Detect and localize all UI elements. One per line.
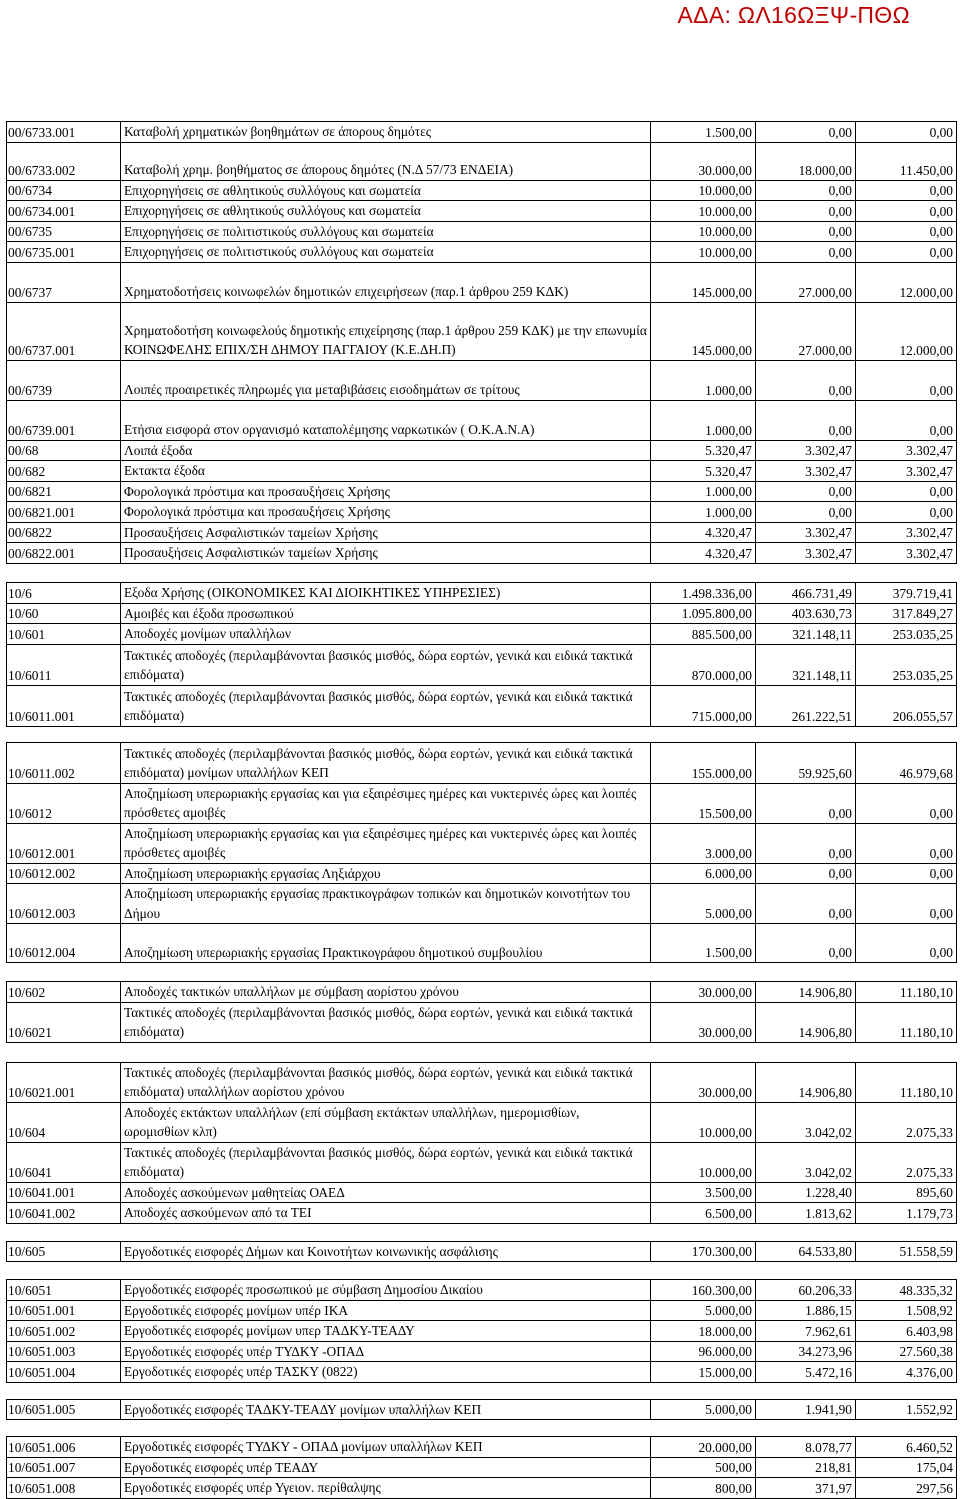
spacer-row <box>7 1262 957 1280</box>
payment-amount: 0,00 <box>856 221 957 242</box>
budget-amount: 500,00 <box>651 1457 756 1478</box>
table-row <box>7 1399 957 1420</box>
account-description: Αποζημίωση υπερωριακής εργασίας και για εξαιρέσιμες ημέρες και νυκτερινές ώρες και λοιπές πρόσθετες αμοιβές <box>121 783 651 823</box>
account-code: 10/6041.001 <box>7 1182 121 1203</box>
account-code: 00/6734.001 <box>7 201 121 222</box>
table-row <box>7 1341 957 1362</box>
account-description: Εκτακτα έξοδα <box>121 461 651 482</box>
account-description: Φορολογικά πρόστιμα και προσαυξήσεις Χρήσης <box>121 502 651 523</box>
account-description: Λοιπά έξοδα <box>121 440 651 461</box>
table-row <box>7 624 957 645</box>
commitment-amount: 1.941,90 <box>756 1399 856 1420</box>
commitment-amount: 14.906,80 <box>756 1062 856 1102</box>
budget-amount: 885.500,00 <box>651 624 756 645</box>
account-code: 00/6735.001 <box>7 242 121 263</box>
table-row <box>7 400 957 440</box>
commitment-amount: 0,00 <box>756 884 856 924</box>
commitment-amount: 1.228,40 <box>756 1182 856 1203</box>
account-code: 00/6733.001 <box>7 122 121 143</box>
account-code: 00/6822 <box>7 522 121 543</box>
account-description: Εργοδοτικές εισφορές προσωπικού με σύμβαση Δημοσίου Δικαίου <box>121 1280 651 1301</box>
commitment-amount: 3.042,02 <box>756 1142 856 1182</box>
budget-amount: 10.000,00 <box>651 221 756 242</box>
commitment-amount: 403.630,73 <box>756 603 856 624</box>
commitment-amount: 0,00 <box>756 481 856 502</box>
account-description: Αποζημίωση υπερωριακής εργασίας Πρακτικογράφου δημοτικού συμβουλίου <box>121 924 651 963</box>
budget-amount: 6.500,00 <box>651 1203 756 1224</box>
table-row <box>7 1437 957 1458</box>
account-description: Τακτικές αποδοχές (περιλαμβάνονται βασικός μισθός, δώρα εορτών, γενικά και ειδικά τακτικά επιδόματα) μονίμων υπαλλήλων ΚΕΠ <box>121 742 651 783</box>
account-description: Εργοδοτικές εισφορές υπέρ ΤΥΔΚΥ -ΟΠΑΔ <box>121 1341 651 1362</box>
account-description: Επιχορηγήσεις σε αθλητικούς συλλόγους και σωματεία <box>121 201 651 222</box>
budget-amount: 145.000,00 <box>651 262 756 302</box>
budget-amount: 1.500,00 <box>651 122 756 143</box>
table-row <box>7 863 957 884</box>
table-row <box>7 1062 957 1102</box>
account-code: 00/6821 <box>7 481 121 502</box>
payment-amount: 0,00 <box>856 823 957 863</box>
commitment-amount: 1.886,15 <box>756 1300 856 1321</box>
table-row <box>7 1182 957 1203</box>
table-row <box>7 742 957 783</box>
budget-amount: 30.000,00 <box>651 1062 756 1102</box>
account-description: Χρηματοδοτήσεις κοινωφελών δημοτικών επιχειρήσεων (παρ.1 άρθρου 259 ΚΔΚ) <box>121 262 651 302</box>
spacer-cell <box>7 563 957 582</box>
account-code: 10/6011.001 <box>7 685 121 726</box>
account-description: Φορολογικά πρόστιμα και προσαυξήσεις Χρήσης <box>121 481 651 502</box>
table-row <box>7 1002 957 1042</box>
payment-amount: 317.849,27 <box>856 603 957 624</box>
table-row <box>7 440 957 461</box>
budget-amount: 10.000,00 <box>651 242 756 263</box>
table-row <box>7 1457 957 1478</box>
payment-amount: 0,00 <box>856 122 957 143</box>
payment-amount: 175,04 <box>856 1457 957 1478</box>
account-description: Αμοιβές και έξοδα προσωπικού <box>121 603 651 624</box>
payment-amount: 206.055,57 <box>856 685 957 726</box>
table-row <box>7 481 957 502</box>
account-code: 00/6734 <box>7 180 121 201</box>
budget-amount: 15.500,00 <box>651 783 756 823</box>
payment-amount: 11.450,00 <box>856 142 957 180</box>
payment-amount: 27.560,38 <box>856 1341 957 1362</box>
payment-amount: 0,00 <box>856 884 957 924</box>
account-description: Ετήσια εισφορά στον οργανισμό καταπολέμησης ναρκωτικών ( Ο.Κ.Α.Ν.Α) <box>121 400 651 440</box>
commitment-amount: 0,00 <box>756 180 856 201</box>
account-description: Αποζημίωση υπερωριακής εργασίας πρακτικογράφων τοπικών και δημοτικών κοινοτήτων του Δήμου <box>121 884 651 924</box>
table-row <box>7 1241 957 1262</box>
table-row <box>7 461 957 482</box>
budget-amount: 170.300,00 <box>651 1241 756 1262</box>
payment-amount: 3.302,47 <box>856 440 957 461</box>
commitment-amount: 60.206,33 <box>756 1280 856 1301</box>
table-row <box>7 142 957 180</box>
account-description: Αποδοχές εκτάκτων υπαλλήλων (επί σύμβαση εκτάκτων υπαλλήλων, ημερομισθίων, ωρομισθίων κλπ) <box>121 1102 651 1142</box>
payment-amount: 11.180,10 <box>856 982 957 1003</box>
payment-amount: 0,00 <box>856 783 957 823</box>
account-code: 10/6011.002 <box>7 742 121 783</box>
budget-amount: 30.000,00 <box>651 1002 756 1042</box>
account-code: 10/6051 <box>7 1280 121 1301</box>
budget-amount: 15.000,00 <box>651 1362 756 1383</box>
payment-amount: 46.979,68 <box>856 742 957 783</box>
commitment-amount: 321.148,11 <box>756 644 856 685</box>
account-code: 00/6737 <box>7 262 121 302</box>
table-row <box>7 1203 957 1224</box>
account-code: 10/6041.002 <box>7 1203 121 1224</box>
account-description: Εργοδοτικές εισφορές ΤΑΔΚΥ-ΤΕΑΔΥ μονίμων υπαλλήλων ΚΕΠ <box>121 1399 651 1420</box>
account-code: 10/601 <box>7 624 121 645</box>
payment-amount: 0,00 <box>856 863 957 884</box>
payment-amount: 2.075,33 <box>856 1142 957 1182</box>
commitment-amount: 3.042,02 <box>756 1102 856 1142</box>
table-row <box>7 783 957 823</box>
account-code: 10/6012.002 <box>7 863 121 884</box>
budget-amount: 1.000,00 <box>651 360 756 400</box>
spacer-cell <box>7 1382 957 1399</box>
commitment-amount: 18.000,00 <box>756 142 856 180</box>
budget-amount: 96.000,00 <box>651 1341 756 1362</box>
account-description: Αποδοχές ασκούμενων από τα ΤΕΙ <box>121 1203 651 1224</box>
payment-amount: 379.719,41 <box>856 582 957 603</box>
account-code: 10/6051.005 <box>7 1399 121 1420</box>
table-row <box>7 1142 957 1182</box>
account-description: Εργοδοτικές εισφορές υπέρ ΤΑΣΚΥ (0822) <box>121 1362 651 1383</box>
account-description: Χρηματοδοτήση κοινωφελούς δημοτικής επιχείρησης (παρ.1 άρθρου 259 ΚΔΚ) με την επωνυμία ΚΟΙΝΩΦΕΛΗΣ ΕΠΙΧ/ΣΗ ΔΗΜΟΥ ΠΑΓΓΑΙΟΥ (Κ.Ε.ΔΗ.Π) <box>121 302 651 360</box>
spacer-row <box>7 563 957 582</box>
account-code: 10/6051.003 <box>7 1341 121 1362</box>
spacer-row <box>7 1223 957 1241</box>
commitment-amount: 0,00 <box>756 400 856 440</box>
commitment-amount: 218,81 <box>756 1457 856 1478</box>
spacer-cell <box>7 963 957 982</box>
account-code: 10/6012.001 <box>7 823 121 863</box>
payment-amount: 253.035,25 <box>856 644 957 685</box>
commitment-amount: 371,97 <box>756 1478 856 1499</box>
account-code: 10/6041 <box>7 1142 121 1182</box>
budget-amount: 5.000,00 <box>651 1399 756 1420</box>
budget-amount: 715.000,00 <box>651 685 756 726</box>
table-row <box>7 242 957 263</box>
spacer-row <box>7 963 957 982</box>
account-description: Προσαυξήσεις Ασφαλιστικών ταμείων Χρήσης <box>121 543 651 564</box>
commitment-amount: 3.302,47 <box>756 543 856 564</box>
table-row <box>7 982 957 1003</box>
account-description: Εργοδοτικές εισφορές υπέρ ΤΕΑΔΥ <box>121 1457 651 1478</box>
payment-amount: 1.179,73 <box>856 1203 957 1224</box>
spacer-cell <box>7 1262 957 1280</box>
account-description: Εργοδοτικές εισφορές Δήμων και Κοινοτήτων κοινωνικής ασφάλισης <box>121 1241 651 1262</box>
commitment-amount: 321.148,11 <box>756 624 856 645</box>
commitment-amount: 3.302,47 <box>756 440 856 461</box>
account-description: Αποζημίωση υπερωριακής εργασίας Ληξιάρχου <box>121 863 651 884</box>
budget-amount: 18.000,00 <box>651 1321 756 1342</box>
account-description: Τακτικές αποδοχές (περιλαμβάνονται βασικός μισθός, δώρα εορτών, γενικά και ειδικά τακτικά επιδόματα) υπαλλήλων αορίστου χρόνου <box>121 1062 651 1102</box>
table-row <box>7 522 957 543</box>
table-row <box>7 924 957 963</box>
payment-amount: 11.180,10 <box>856 1062 957 1102</box>
payment-amount: 48.335,32 <box>856 1280 957 1301</box>
table-row <box>7 1300 957 1321</box>
account-code: 10/6012 <box>7 783 121 823</box>
account-code: 10/6021 <box>7 1002 121 1042</box>
account-description: Επιχορηγήσεις σε πολιτιστικούς συλλόγους και σωματεία <box>121 221 651 242</box>
account-description: Επιχορηγήσεις σε πολιτιστικούς συλλόγους και σωματεία <box>121 242 651 263</box>
commitment-amount: 466.731,49 <box>756 582 856 603</box>
budget-table <box>6 121 957 1499</box>
commitment-amount: 0,00 <box>756 924 856 963</box>
account-code: 10/6021.001 <box>7 1062 121 1102</box>
payment-amount: 0,00 <box>856 481 957 502</box>
payment-amount: 11.180,10 <box>856 1002 957 1042</box>
commitment-amount: 64.533,80 <box>756 1241 856 1262</box>
commitment-amount: 7.962,61 <box>756 1321 856 1342</box>
account-description: Εργοδοτικές εισφορές μονίμων υπέρ ΙΚΑ <box>121 1300 651 1321</box>
commitment-amount: 8.078,77 <box>756 1437 856 1458</box>
ada-code: ΑΔΑ: ΩΛ16ΩΞΨ-ΠΘΩ <box>677 2 910 28</box>
payment-amount: 3.302,47 <box>856 522 957 543</box>
payment-amount: 4.376,00 <box>856 1362 957 1383</box>
account-code: 00/6733.002 <box>7 142 121 180</box>
account-description: Αποζημίωση υπερωριακής εργασίας και για εξαιρέσιμες ημέρες και νυκτερινές ώρες και λοιπές πρόσθετες αμοιβές <box>121 823 651 863</box>
table-row <box>7 884 957 924</box>
account-description: Τακτικές αποδοχές (περιλαμβάνονται βασικός μισθός, δώρα εορτών, γενικά και ειδικά τακτικά επιδόματα) <box>121 685 651 726</box>
payment-amount: 12.000,00 <box>856 302 957 360</box>
account-code: 10/6012.003 <box>7 884 121 924</box>
table-row <box>7 603 957 624</box>
commitment-amount: 0,00 <box>756 783 856 823</box>
commitment-amount: 3.302,47 <box>756 461 856 482</box>
payment-amount: 3.302,47 <box>856 543 957 564</box>
budget-amount: 10.000,00 <box>651 1102 756 1142</box>
budget-amount: 145.000,00 <box>651 302 756 360</box>
budget-amount: 30.000,00 <box>651 982 756 1003</box>
budget-amount: 5.000,00 <box>651 884 756 924</box>
account-description: Αποδοχές μονίμων υπαλλήλων <box>121 624 651 645</box>
payment-amount: 6.403,98 <box>856 1321 957 1342</box>
account-description: Καταβολή χρηματικών βοηθημάτων σε άπορους δημότες <box>121 122 651 143</box>
account-code: 00/6737.001 <box>7 302 121 360</box>
account-code: 10/6051.002 <box>7 1321 121 1342</box>
commitment-amount: 0,00 <box>756 863 856 884</box>
payment-amount: 1.508,92 <box>856 1300 957 1321</box>
account-code: 00/682 <box>7 461 121 482</box>
budget-amount: 6.000,00 <box>651 863 756 884</box>
budget-amount: 20.000,00 <box>651 1437 756 1458</box>
account-description: Εργοδοτικές εισφορές υπέρ Υγειον. περίθαλψης <box>121 1478 651 1499</box>
account-code: 10/6051.008 <box>7 1478 121 1499</box>
table-row <box>7 122 957 143</box>
spacer-row <box>7 1042 957 1062</box>
payment-amount: 895,60 <box>856 1182 957 1203</box>
budget-amount: 5.320,47 <box>651 440 756 461</box>
account-code: 00/6739 <box>7 360 121 400</box>
account-description: Εξοδα Χρήσης (ΟΙΚΟΝΟΜΙΚΕΣ ΚΑΙ ΔΙΟΙΚΗΤΙΚΕΣ ΥΠΗΡΕΣΙΕΣ) <box>121 582 651 603</box>
account-description: Αποδοχές τακτικών υπαλλήλων με σύμβαση αορίστου χρόνου <box>121 982 651 1003</box>
table-row <box>7 823 957 863</box>
budget-amount: 3.000,00 <box>651 823 756 863</box>
payment-amount: 0,00 <box>856 242 957 263</box>
budget-amount: 4.320,47 <box>651 543 756 564</box>
commitment-amount: 261.222,51 <box>756 685 856 726</box>
spacer-cell <box>7 726 957 742</box>
commitment-amount: 0,00 <box>756 221 856 242</box>
budget-amount: 3.500,00 <box>651 1182 756 1203</box>
budget-amount: 10.000,00 <box>651 1142 756 1182</box>
budget-amount: 1.500,00 <box>651 924 756 963</box>
account-code: 00/6739.001 <box>7 400 121 440</box>
account-description: Εργοδοτικές εισφορές μονίμων υπερ ΤΑΔΚΥ-ΤΕΑΔΥ <box>121 1321 651 1342</box>
spacer-row <box>7 1382 957 1399</box>
commitment-amount: 0,00 <box>756 502 856 523</box>
budget-amount: 1.000,00 <box>651 502 756 523</box>
budget-amount: 870.000,00 <box>651 644 756 685</box>
payment-amount: 2.075,33 <box>856 1102 957 1142</box>
payment-amount: 0,00 <box>856 180 957 201</box>
spacer-cell <box>7 1223 957 1241</box>
table-row <box>7 221 957 242</box>
table-row <box>7 685 957 726</box>
budget-amount: 1.095.800,00 <box>651 603 756 624</box>
account-code: 10/605 <box>7 1241 121 1262</box>
commitment-amount: 0,00 <box>756 201 856 222</box>
commitment-amount: 27.000,00 <box>756 302 856 360</box>
budget-amount: 160.300,00 <box>651 1280 756 1301</box>
table-row <box>7 644 957 685</box>
account-code: 10/6051.004 <box>7 1362 121 1383</box>
account-code: 00/68 <box>7 440 121 461</box>
commitment-amount: 0,00 <box>756 122 856 143</box>
account-code: 10/602 <box>7 982 121 1003</box>
commitment-amount: 14.906,80 <box>756 982 856 1003</box>
commitment-amount: 0,00 <box>756 360 856 400</box>
payment-amount: 6.460,52 <box>856 1437 957 1458</box>
account-description: Αποδοχές ασκούμενων μαθητείας ΟΑΕΔ <box>121 1182 651 1203</box>
spacer-cell <box>7 1042 957 1062</box>
payment-amount: 1.552,92 <box>856 1399 957 1420</box>
spacer-row <box>7 726 957 742</box>
commitment-amount: 0,00 <box>756 823 856 863</box>
table-row <box>7 582 957 603</box>
payment-amount: 12.000,00 <box>856 262 957 302</box>
commitment-amount: 5.472,16 <box>756 1362 856 1383</box>
payment-amount: 297,56 <box>856 1478 957 1499</box>
account-code: 10/60 <box>7 603 121 624</box>
table-row <box>7 302 957 360</box>
commitment-amount: 59.925,60 <box>756 742 856 783</box>
payment-amount: 0,00 <box>856 502 957 523</box>
table-row <box>7 1362 957 1383</box>
account-code: 10/6051.007 <box>7 1457 121 1478</box>
table-row <box>7 543 957 564</box>
payment-amount: 253.035,25 <box>856 624 957 645</box>
payment-amount: 0,00 <box>856 360 957 400</box>
payment-amount: 0,00 <box>856 924 957 963</box>
budget-amount: 1.000,00 <box>651 481 756 502</box>
commitment-amount: 27.000,00 <box>756 262 856 302</box>
table-row <box>7 502 957 523</box>
account-code: 10/604 <box>7 1102 121 1142</box>
account-code: 10/6012.004 <box>7 924 121 963</box>
account-code: 00/6822.001 <box>7 543 121 564</box>
budget-amount: 1.498.336,00 <box>651 582 756 603</box>
payment-amount: 3.302,47 <box>856 461 957 482</box>
budget-amount: 10.000,00 <box>651 180 756 201</box>
budget-amount: 5.320,47 <box>651 461 756 482</box>
commitment-amount: 3.302,47 <box>756 522 856 543</box>
payment-amount: 0,00 <box>856 400 957 440</box>
budget-amount: 5.000,00 <box>651 1300 756 1321</box>
budget-amount: 155.000,00 <box>651 742 756 783</box>
commitment-amount: 14.906,80 <box>756 1002 856 1042</box>
budget-table-body <box>7 122 957 1499</box>
spacer-row <box>7 1420 957 1437</box>
budget-amount: 10.000,00 <box>651 201 756 222</box>
commitment-amount: 1.813,62 <box>756 1203 856 1224</box>
account-description: Τακτικές αποδοχές (περιλαμβάνονται βασικός μισθός, δώρα εορτών, γενικά και ειδικά τακτικά επιδόματα) <box>121 644 651 685</box>
account-code: 10/6011 <box>7 644 121 685</box>
account-description: Επιχορηγήσεις σε αθλητικούς συλλόγους και σωματεία <box>121 180 651 201</box>
table-row <box>7 201 957 222</box>
account-code: 10/6051.006 <box>7 1437 121 1458</box>
account-code: 10/6051.001 <box>7 1300 121 1321</box>
table-row <box>7 360 957 400</box>
table-row <box>7 1280 957 1301</box>
table-row <box>7 1478 957 1499</box>
budget-amount: 1.000,00 <box>651 400 756 440</box>
account-description: Τακτικές αποδοχές (περιλαμβάνονται βασικός μισθός, δώρα εορτών, γενικά και ειδικά τακτικά επιδόματα) <box>121 1002 651 1042</box>
commitment-amount: 34.273,96 <box>756 1341 856 1362</box>
account-code: 00/6821.001 <box>7 502 121 523</box>
commitment-amount: 0,00 <box>756 242 856 263</box>
account-description: Καταβολή χρημ. βοηθήματος σε άπορους δημότες (Ν.Δ 57/73 ΕΝΔΕΙΑ) <box>121 142 651 180</box>
account-code: 00/6735 <box>7 221 121 242</box>
spacer-cell <box>7 1420 957 1437</box>
account-description: Λοιπές προαιρετικές πληρωμές για μεταβιβάσεις εισοδημάτων σε τρίτους <box>121 360 651 400</box>
budget-amount: 4.320,47 <box>651 522 756 543</box>
payment-amount: 0,00 <box>856 201 957 222</box>
account-code: 10/6 <box>7 582 121 603</box>
payment-amount: 51.558,59 <box>856 1241 957 1262</box>
table-row <box>7 180 957 201</box>
table-row <box>7 1321 957 1342</box>
table-row <box>7 1102 957 1142</box>
account-description: Προσαυξήσεις Ασφαλιστικών ταμείων Χρήσης <box>121 522 651 543</box>
table-row <box>7 262 957 302</box>
account-description: Τακτικές αποδοχές (περιλαμβάνονται βασικός μισθός, δώρα εορτών, γενικά και ειδικά τακτικά επιδόματα) <box>121 1142 651 1182</box>
budget-amount: 800,00 <box>651 1478 756 1499</box>
account-description: Εργοδοτικές εισφορές ΤΥΔΚΥ - ΟΠΑΔ μονίμων υπαλλήλων ΚΕΠ <box>121 1437 651 1458</box>
budget-amount: 30.000,00 <box>651 142 756 180</box>
